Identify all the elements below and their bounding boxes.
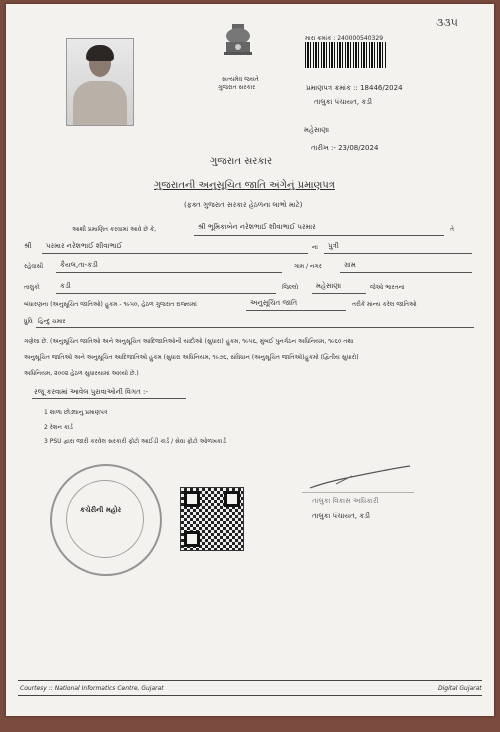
signatory-office: તાલુકા પંચાયત, કડી: [312, 512, 370, 520]
village-label: ગામ / નગર: [294, 263, 322, 270]
document-item-2: 2 રેશન કાર્ડ: [44, 424, 73, 431]
relation: પુત્રી: [328, 242, 339, 250]
handwritten-number: ૩૩૫: [436, 16, 458, 29]
seal-text: કચેરીની મહોર: [80, 506, 122, 514]
legal-paragraph-line-2: અનુસૂચિત જાતિઓ અને અનુસૂચિત આદિજાતિઓ હુકમ (સુધારા અધિનિયમ, ૧૯૭૬, સંવિધાન (અનુસૂચિત જાતિઓ)હુકમો (દ્વિતીય સુધારો): [24, 354, 359, 361]
gov-title: ગુજરાત સરકાર: [210, 156, 273, 167]
certificate-page: [6, 4, 494, 716]
applicant-photo: [66, 38, 134, 126]
constitution-text: બંધારણના (અનુસૂચિત જાતિઓ) હુકમ - ૧૯૫૦, હેઠળ ગુજરાત રાજ્યમાં: [24, 301, 197, 308]
caste-name: હિન્દુ ચમાર: [38, 318, 66, 325]
certificate-subtitle: (ફક્ત ગુજરાત સરકાર હેઠળના લાભો માટે): [184, 201, 303, 209]
emblem-caption: સત્યમેવ જયતે: [222, 76, 259, 83]
state-text: જેઓ ભારતના: [370, 284, 405, 291]
relation-label: ના: [312, 244, 318, 251]
footer-courtesy: Courtesy :: National Informatics Centre, Gujarat: [20, 685, 164, 692]
father-prefix: શ્રી: [24, 242, 32, 250]
legal-paragraph-line-3: અધિનિયમ, ૨૦૦૨ હેઠળ સુધારયામાં આવ્યો છે.): [24, 370, 139, 377]
caste-suffix: તરીકે માન્ય કરેલ જાતિઓ: [352, 301, 417, 308]
state-emblem-icon: [218, 22, 258, 74]
documents-header: રજૂ કરવામાં આવેલ પુરાવાઓની વિગત :-: [34, 388, 148, 396]
caste-prefix: ધ્રુવિ: [24, 318, 33, 325]
district-label: જિલ્લો: [282, 284, 299, 291]
certificate-number: પ્રમાણપત્ર ક્રમાંક :: 18446/2024: [306, 84, 403, 92]
certificate-title: ગુજરાતની અનુસૂચિત જાતિ અંગેનું પ્રમાણપત્ર: [154, 180, 335, 191]
father-name: પરમાર નરેશભાઈ શીવાભાઈ: [46, 242, 123, 250]
document-item-1: 1 શાળા છોડ્યાનુ પ્રમાણપત્ર: [44, 409, 108, 416]
intro-suffix: તે: [450, 226, 454, 233]
barcode: [305, 42, 387, 68]
intro-text: આથી પ્રમાણિત કરવામાં આવે છે કે,: [72, 226, 157, 233]
taluka: કડી: [60, 282, 71, 290]
serial-number: મારા ક્રમાંક : 240000540329: [305, 35, 384, 42]
legal-paragraph-line-1: ગણેલા છે. (અનુસૂચિત જાતિઓ અને અનુસૂચિત આદિજાતિઓની યાદીઓ (સુધારા) હુકમ, ૧૯૫૬, મુંબઈ પુનર્ગઠન અધિનિયમ, ૧૯૬૦ તથા: [24, 338, 354, 345]
signatory-title: તાલુકા વિકાસ અધિકારી: [312, 497, 379, 505]
applicant-name: શ્રી ભૂમિકાબેન નરેશભાઈ શીવાભાઈ પરમાર: [198, 223, 316, 231]
qr-code: [180, 487, 244, 551]
village: ગ્રામ: [344, 261, 356, 269]
document-item-3: 3 PSU દ્વારા જારી કરવેલ સરકારી ફોટો આઈડી કાર્ડ / સેવા ફોટો ઓળખકાર્ડ: [44, 438, 226, 445]
office-seal-stamp: [50, 464, 162, 576]
residence: કૈયલ,તા-કડી: [60, 261, 98, 269]
footer-digital-gujarat: Digital Gujarat: [438, 685, 482, 692]
issue-date: તારીખ :- 23/08/2024: [311, 144, 379, 152]
emblem-caption-2: ગુજરાત સરકાર: [218, 84, 256, 91]
location: મહેસાણા: [304, 126, 330, 134]
district: મહેસાણા: [316, 282, 342, 290]
caste-type: અનુસૂચિત જાતિ: [250, 299, 298, 307]
residence-label: રહેવાસી: [24, 263, 44, 270]
issuing-office: તાલુકા પંચાયત, કડી: [314, 98, 372, 106]
signature-icon: [306, 464, 416, 494]
taluka-label: તાલુકો: [24, 284, 40, 291]
